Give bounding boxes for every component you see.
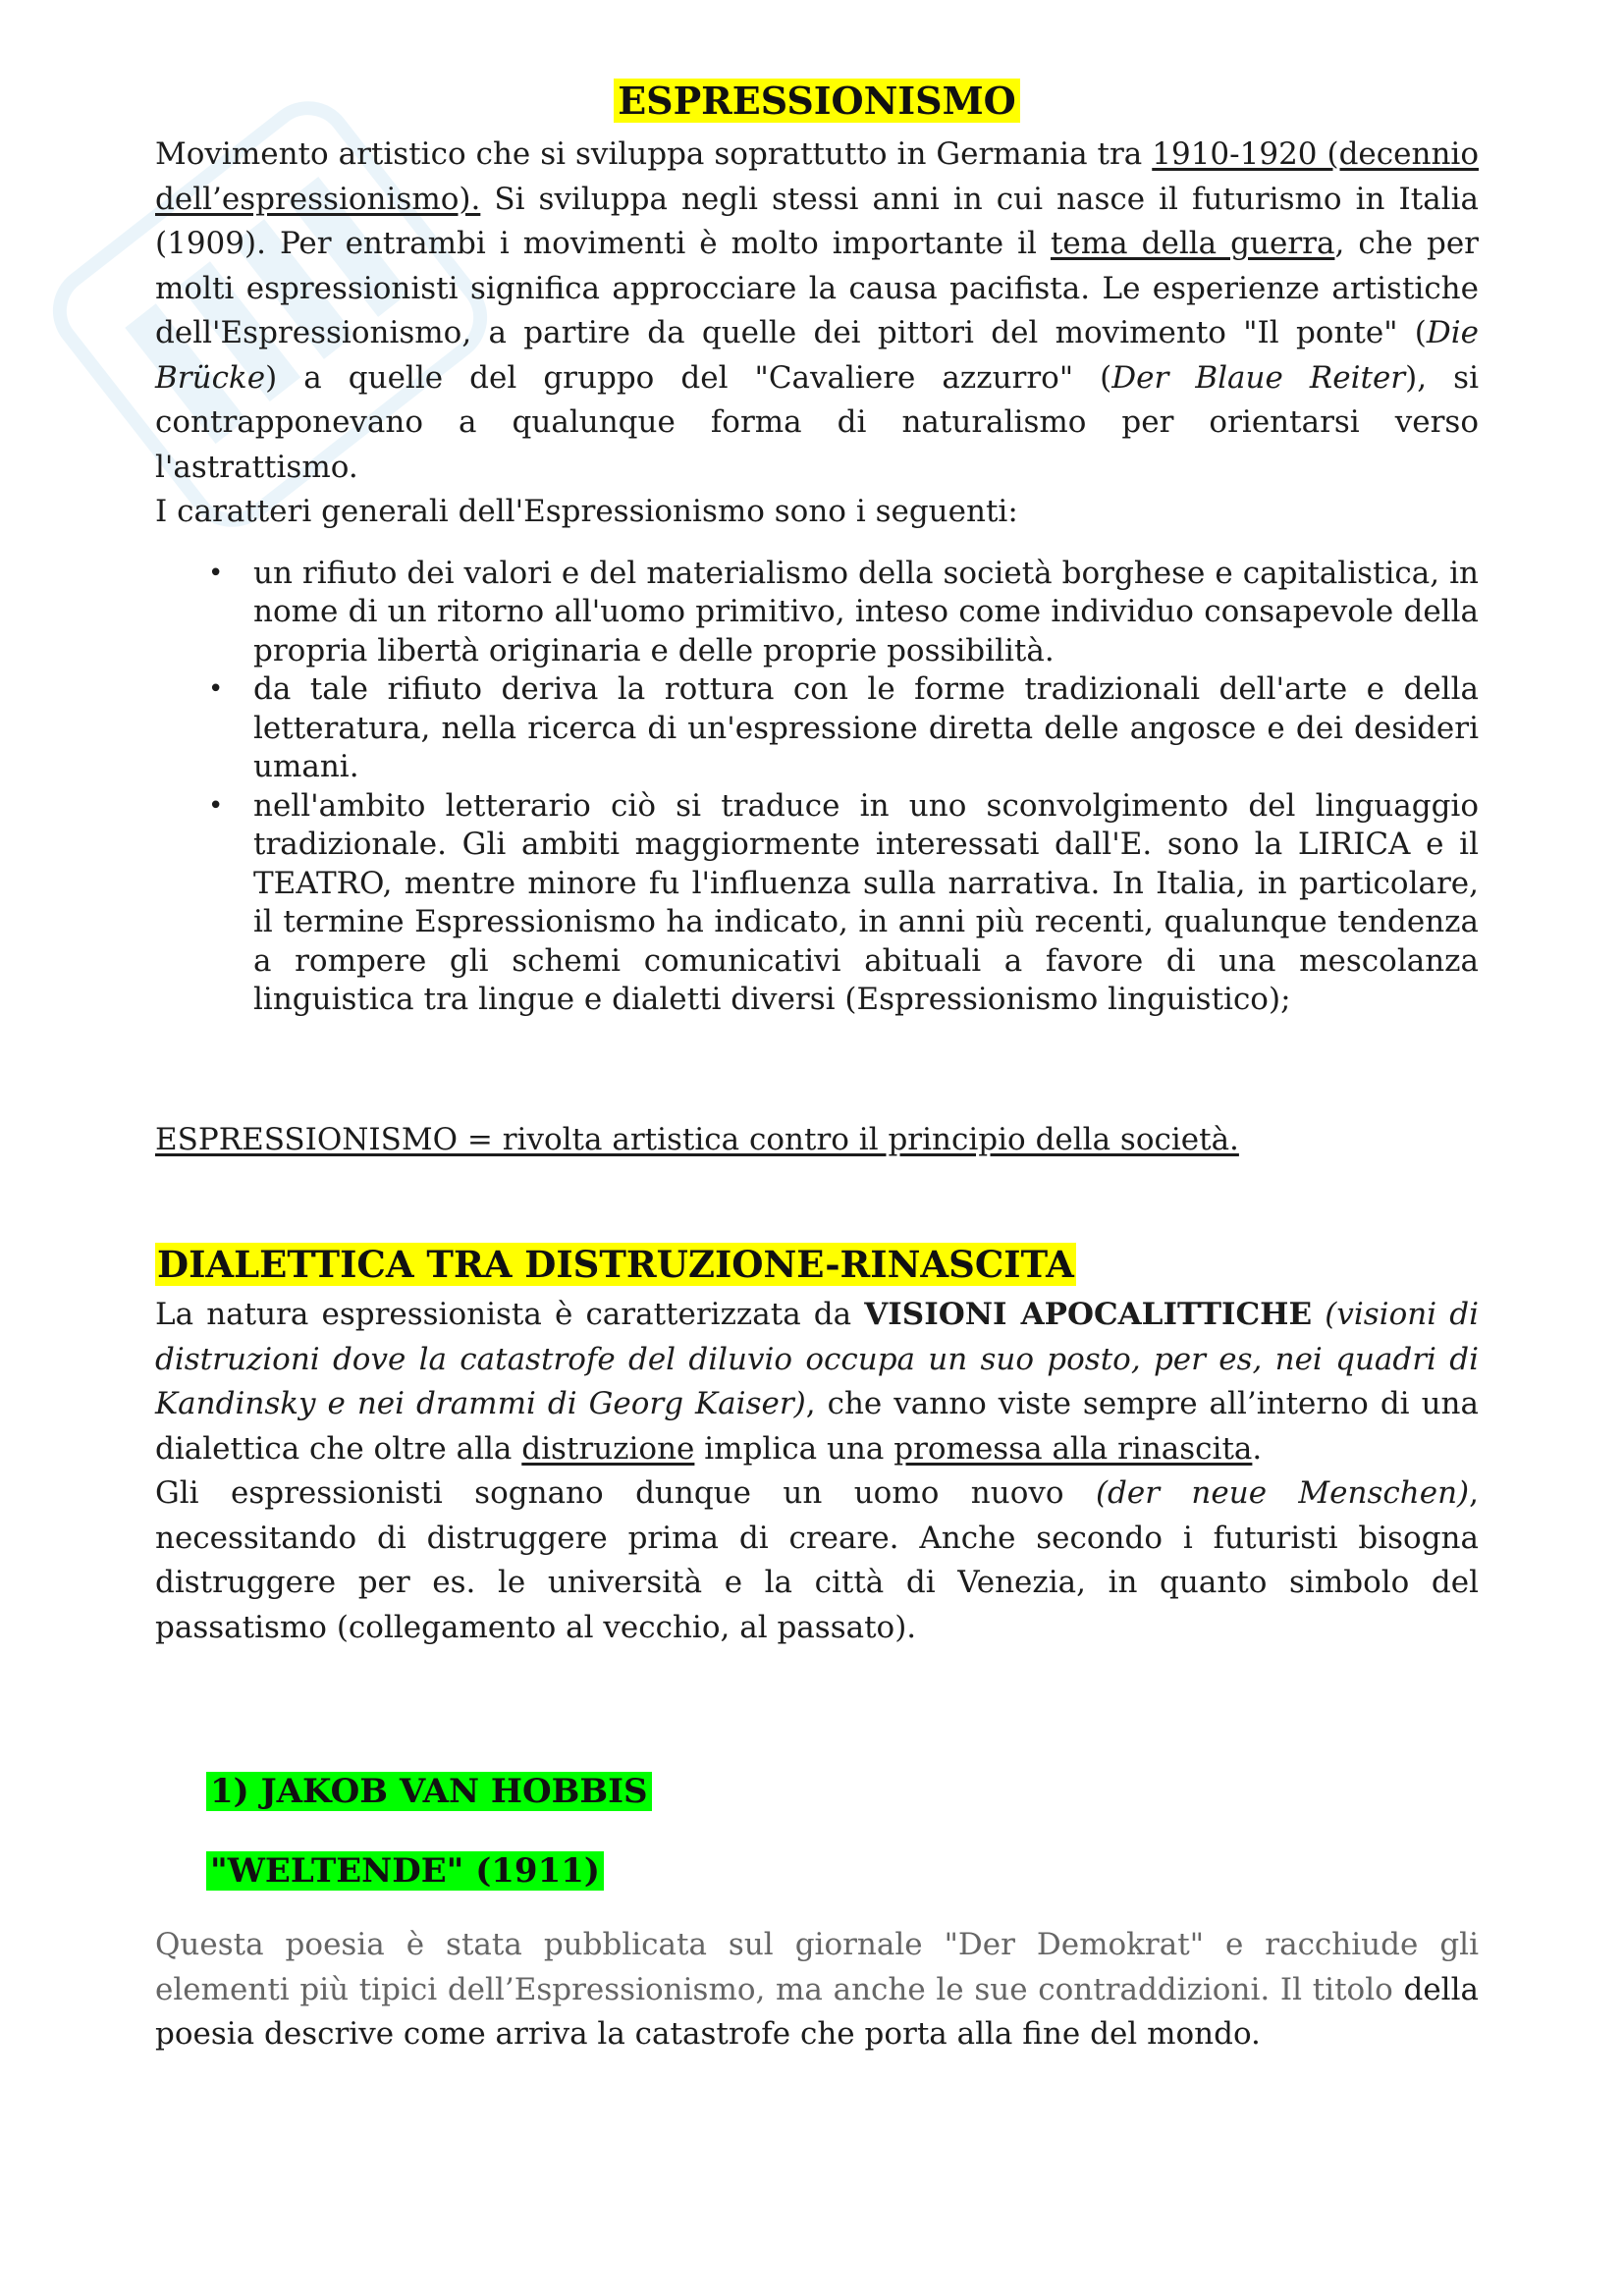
s2-text-h: . [1252, 1430, 1263, 1467]
s3-text-dark: della poesia descrive come arriva la catastrofe che porta alla fine del mondo. [155, 1971, 1479, 2052]
intro-text-5: ), si contrapponevano a qualunque forma di naturalismo per orientarsi verso l'astrattismo. [155, 359, 1479, 485]
s3-text-gray: Questa poesia è stata pubblicata sul giornale "Der Demokrat" e racchiude gli elementi più tipici dell’Espressionismo, ma anche le sue contraddizioni. Il titolo [155, 1927, 1479, 2007]
s2-text-f: implica una [694, 1430, 894, 1467]
s2-destruction: distruzione [521, 1430, 695, 1467]
intro-dates: 1910-1920 (decennio dell’espressionismo). [155, 136, 1479, 217]
intro-text-1: Movimento artistico che si sviluppa soprattutto in Germania tra [155, 136, 1153, 172]
intro-paragraph [155, 133, 1479, 490]
intro-text-3: , che per molti espressionisti significa approcciare la causa pacifista. Le esperienze artistiche dell'Espressionismo, a partire da quelle dei pittori del movimento "Il ponte" ( [155, 226, 1480, 350]
s2-text-d: , che vanno viste sempre all’interno di una dialettica che oltre alla [155, 1386, 1479, 1467]
intro-text-2: Si sviluppa negli stessi anni in cui nasce il futurismo in Italia (1909). Per entrambi i movimenti è molto importante il [155, 181, 1479, 261]
title-block [155, 77, 1479, 129]
list-item-text: un rifiuto dei valori e del materialismo della società borghese e capitalistica, in nome di un ritorno all'uomo primitivo, inteso come individuo consapevole della propria libertà originaria e delle proprie possibilità. [253, 555, 1479, 668]
characteristics-list [155, 555, 1479, 1020]
s2-text-a: La natura espressionista è caratterizzata da [155, 1297, 865, 1332]
section3-author-block [155, 1766, 1479, 1818]
section2-heading-block [155, 1239, 1479, 1293]
s2-text-2a: Gli espressionisti sognano dunque un uomo nuovo [155, 1475, 1096, 1511]
section2-paragraph-1 [155, 1293, 1479, 1471]
intro-text-4: ) a quelle del gruppo del "Cavaliere azzurro" ( [265, 359, 1112, 396]
bullet-icon: • [208, 558, 224, 588]
page-title: ESPRESSIONISMO [614, 79, 1020, 123]
general-intro: I caratteri generali dell'Espressionismo sono i seguenti: [155, 494, 1018, 529]
definition [155, 1118, 1479, 1163]
section2-heading: DIALETTICA TRA DISTRUZIONE-RINASCITA [157, 1243, 1074, 1286]
list-item-text: da tale rifiuto deriva la rottura con le forme tradizionali dell'arte e della letteratura, nella ricerca di un'espressione diretta delle angosce e dei desideri umani. [253, 671, 1479, 784]
definition-text: ESPRESSIONISMO = rivolta artistica contro il principio della società. [155, 1121, 1239, 1157]
bullet-icon: • [208, 674, 224, 704]
section3-work-block [155, 1845, 1479, 1897]
document-content [155, 77, 1479, 2057]
s2-apocalyptic: VISIONI APOCALITTICHE [864, 1297, 1313, 1332]
intro-die-brucke: Die Brücke [155, 315, 1479, 396]
list-item-text: nell'ambito letterario ciò si traduce in uno sconvolgimento del linguaggio tradizionale. Gli ambiti maggiormente interessati dall'E. sono la LIRICA e il TEATRO, mentre minore fu l'influenza sulla narrativa. In Italia, in particolare, il termine Espressionismo ha indicato, in anni più recenti, qualunque tendenza a rompere gli schemi comunicativi abituali a favore di una mescolanza linguistica tra lingue e dialetti diversi (Espressionismo linguistico); [253, 787, 1479, 1017]
section2-paragraph-2 [155, 1471, 1479, 1650]
intro-blaue-reiter: Der Blaue Reiter [1111, 359, 1406, 396]
s2-rebirth: promessa alla rinascita [893, 1430, 1253, 1467]
section3-paragraph [155, 1923, 1479, 2057]
list-item [208, 555, 1479, 671]
s2-text-2c: , necessitando di distruggere prima di creare. Anche secondo i futuristi bisogna distruggere per es. le università e la città di Venezia, in quanto simbolo del passatismo (collegamento al vecchio, al passato). [155, 1475, 1479, 1645]
bullet-icon: • [208, 790, 224, 821]
section3-author: 1) JAKOB VAN HOBBIS [206, 1772, 652, 1811]
s2-neue-menschen: (der neue Menschen) [1095, 1475, 1470, 1511]
intro-war-theme: tema della guerra [1050, 226, 1335, 261]
s2-italic-note: (visioni di distruzioni dove la catastrofe del diluvio occupa un suo posto, per es, nei quadri di Kandinsky e nei drammi di Georg Kaiser) [155, 1297, 1479, 1421]
list-item [208, 787, 1479, 1020]
list-item [208, 670, 1479, 787]
section3-work: "WELTENDE" (1911) [206, 1851, 604, 1891]
